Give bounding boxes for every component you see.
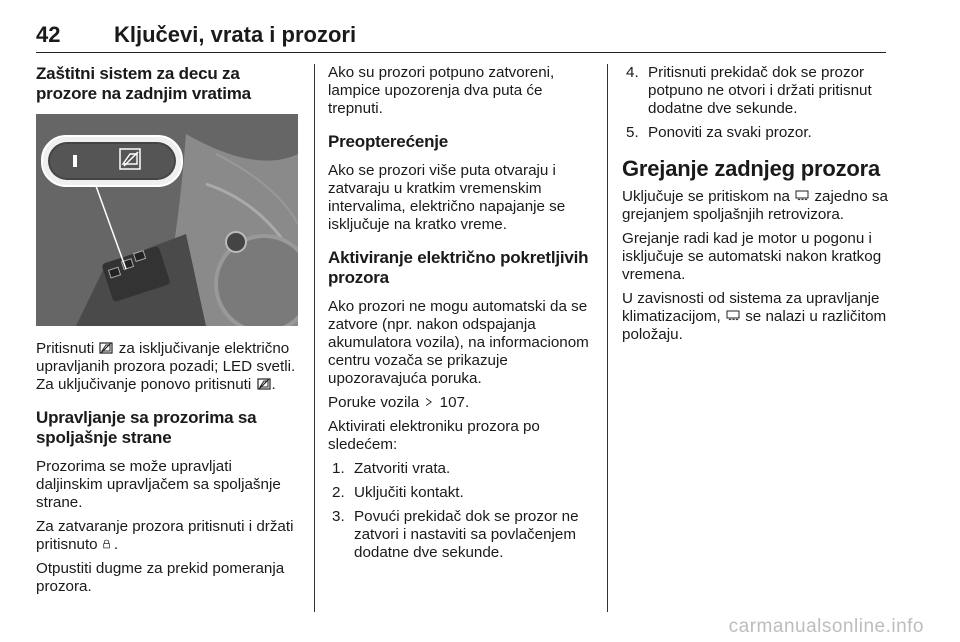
step-number: 3. bbox=[332, 508, 345, 525]
step-number: 4. bbox=[626, 64, 639, 81]
door-switch-illustration bbox=[36, 114, 298, 326]
rear-heater-icon bbox=[726, 310, 740, 322]
column-3 bbox=[622, 64, 888, 350]
paragraph: Prozorima se može upravljati daljinskim upravljačem sa spoljašnje strane. bbox=[36, 458, 281, 511]
step-text: Uključiti kontakt. bbox=[354, 484, 464, 501]
watermark: carmanualsonline.info bbox=[728, 616, 924, 637]
paragraph: Otpustiti dugme za prekid pomeranja prozora. bbox=[36, 560, 285, 595]
child-lock-icon bbox=[257, 378, 271, 390]
page-header bbox=[36, 18, 886, 53]
paragraph bbox=[622, 188, 888, 224]
section-heading-remote: Upravljanje sa prozorima sa spoljašnje strane bbox=[36, 408, 257, 447]
text: se nalazi u različitom položaju. bbox=[622, 308, 887, 343]
paragraph: Aktivirati elektroniku prozora po sledećem: bbox=[328, 418, 540, 453]
text: Poruke vozila bbox=[328, 394, 420, 411]
list-item bbox=[328, 460, 594, 478]
page-reference-link[interactable]: 107. bbox=[439, 394, 470, 411]
step-text: Povući prekidač dok se prozor ne zatvori i nastaviti sa povlačenjem dodatne dve sekunde. bbox=[354, 508, 579, 561]
text: zajedno sa grejanjem spoljašnjih retrovizora. bbox=[622, 188, 888, 223]
paragraph bbox=[622, 290, 888, 344]
step-number: 2. bbox=[332, 484, 345, 501]
child-lock-icon bbox=[99, 342, 113, 354]
column-2 bbox=[328, 64, 594, 568]
paragraph: Grejanje radi kad je motor u pogonu i isključuje se automatski nakon kratkog vremena. bbox=[622, 230, 882, 283]
text: . bbox=[271, 376, 276, 393]
text: Za zatvaranje prozora pritisnuti i držati pritisnuto bbox=[36, 518, 294, 553]
column-1 bbox=[36, 64, 298, 602]
list-item bbox=[622, 124, 888, 142]
arrow-ref-icon bbox=[424, 396, 434, 408]
text: Pritisnuti bbox=[36, 340, 95, 357]
text: . bbox=[113, 536, 119, 553]
page-number: 42 bbox=[36, 22, 61, 47]
rear-heater-icon bbox=[795, 190, 809, 202]
chapter-title: Ključevi, vrata i prozori bbox=[114, 22, 357, 47]
paragraph bbox=[328, 394, 594, 412]
list-item bbox=[328, 508, 594, 562]
text: za isključivanje električno upravljanih prozora pozadi; LED svetli. Za uključivanje ponovo pritisnuti bbox=[36, 340, 296, 393]
paragraph bbox=[36, 518, 298, 554]
paragraph: Ako su prozori potpuno zatvoreni, lampice upozorenja dva puta će trepnuti. bbox=[328, 64, 555, 117]
step-text: Ponoviti za svaki prozor. bbox=[648, 124, 812, 141]
step-text: Zatvoriti vrata. bbox=[354, 460, 451, 477]
list-item bbox=[622, 64, 888, 118]
paragraph: Ako se prozori više puta otvaraju i zatvaraju u kratkim vremenskim intervalima, električno napajanje se isključuje na kratko vreme. bbox=[328, 162, 566, 233]
lock-remote-icon bbox=[103, 538, 113, 550]
column-divider bbox=[314, 64, 315, 612]
text: U zavisnosti od sistema za upravljanje klimatizacijom, bbox=[622, 290, 880, 325]
column-divider bbox=[607, 64, 608, 612]
text: Uključuje se pritiskom na bbox=[622, 188, 790, 205]
steps-list bbox=[328, 460, 594, 562]
step-number: 5. bbox=[626, 124, 639, 141]
step-text: Pritisnuti prekidač dok se prozor potpuno ne otvori i držati pritisnut dodatne dve sekunde. bbox=[648, 64, 872, 117]
paragraph bbox=[36, 340, 298, 394]
section-heading-overload: Preopterećenje bbox=[328, 132, 449, 151]
section-heading-rear-heater: Grejanje zadnjeg prozora bbox=[622, 156, 881, 181]
steps-list bbox=[622, 64, 888, 142]
step-number: 1. bbox=[332, 460, 345, 477]
list-item bbox=[328, 484, 594, 502]
paragraph: Ako prozori ne mogu automatski da se zatvore (npr. nakon odspajanja akumulatora vozila), na informacionom centru vozača se prikazuje upozoravajuća poruka. bbox=[328, 298, 589, 387]
section-heading-activation: Aktiviranje električno pokretljivih prozora bbox=[328, 248, 589, 287]
section-heading-child-lock: Zaštitni sistem za decu za prozore na zadnjim vratima bbox=[36, 64, 251, 103]
